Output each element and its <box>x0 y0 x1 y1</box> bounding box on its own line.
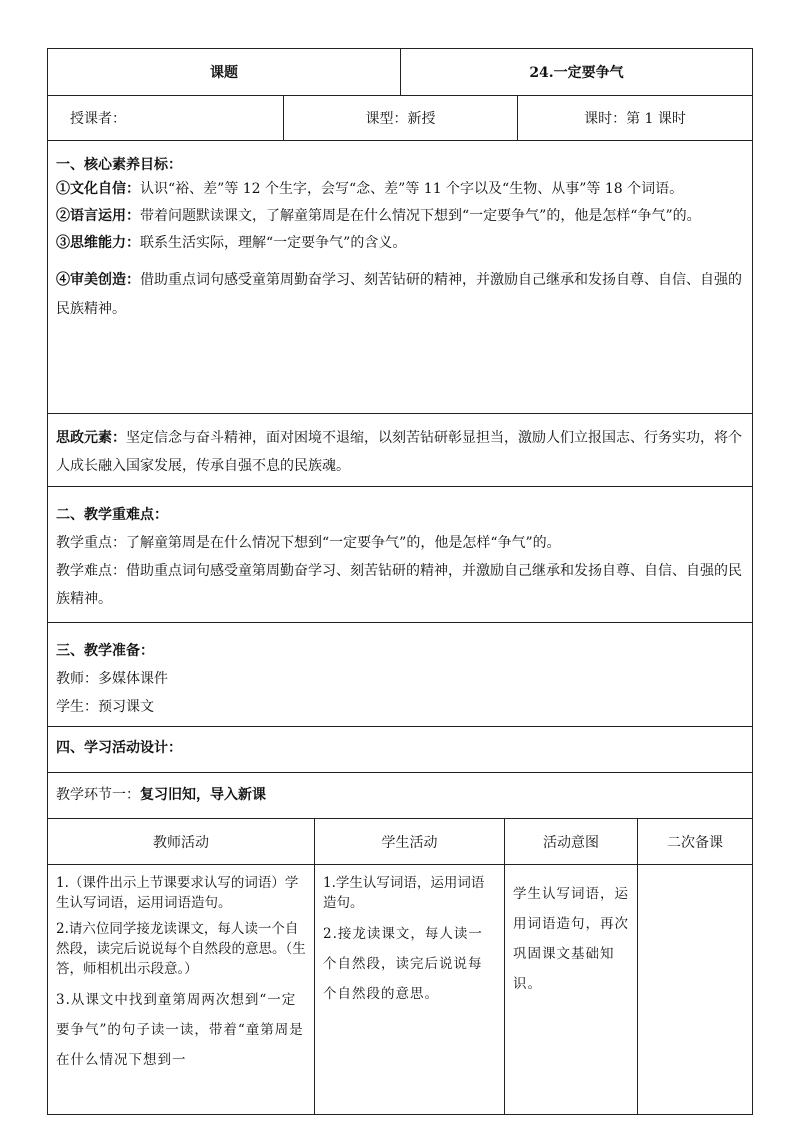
design-heading: 四、学习活动设计： <box>56 740 182 756</box>
segment-label: 教学环节一： <box>56 787 140 803</box>
activity-table-header <box>48 819 752 865</box>
activity-table-row <box>48 865 752 1114</box>
key-points-section <box>48 487 752 623</box>
col-header-intent: 活动意图 <box>505 819 638 864</box>
lesson-plan-document <box>47 48 753 1115</box>
prep-teacher: 教师：多媒体课件 <box>56 671 168 687</box>
prep-student: 学生：预习课文 <box>56 699 154 715</box>
topic-value: 24.一定要争气 <box>529 65 624 81</box>
period-cell: 课时：第 1 课时 <box>584 111 686 127</box>
segment-row <box>48 773 752 819</box>
student-activity-cell <box>315 865 505 1114</box>
teacher-step: 3.从课文中找到童第周两次想到“一定要争气”的句子读一读，带着“童第周是在什么情况下想到一 <box>56 992 304 1068</box>
col-header-teacher: 教师活动 <box>48 819 315 864</box>
student-step: 2.接龙读课文，每人读一个自然段，读完后说说每个自然段的意思。 <box>323 926 483 1002</box>
meta-row <box>48 96 752 141</box>
ideology-section <box>48 414 752 487</box>
col-header-student: 学生活动 <box>315 819 505 864</box>
teacher-activity-cell <box>48 865 315 1114</box>
teacher-step: 1.（课件出示上节课要求认写的词语）学生认写词语，运用词语造句。 <box>56 875 299 911</box>
design-section <box>48 727 752 773</box>
goal-item: ②语言运用：带着问题默读课文，了解童第周是在什么情况下想到“一定要争气”的，他是怎样“争气”的。 <box>56 208 701 224</box>
key-points-heading: 二、教学重难点： <box>56 507 168 523</box>
goals-heading: 一、核心素养目标： <box>56 157 182 173</box>
key-difficulty: 教学难点：借助重点词句感受童第周勤奋学习、刻苦钻研的精神，并激励自己继承和发扬自尊、自信、自强的民族精神。 <box>56 563 742 607</box>
lesson-type-cell: 课型：新授 <box>284 96 518 140</box>
topic-label: 课题 <box>48 49 401 95</box>
goals-section <box>48 141 752 414</box>
prep-heading: 三、教学准备： <box>56 643 154 659</box>
key-focus: 教学重点：了解童第周是在什么情况下想到“一定要争气”的，他是怎样“争气”的。 <box>56 535 561 551</box>
ideology-text: 思政元素：坚定信念与奋斗精神，面对困境不退缩，以刻苦钻研彰显担当，激励人们立报国志、行务实功，将个人成长融入国家发展，传承自强不息的民族魂。 <box>56 430 742 474</box>
teacher-step: 2.请六位同学接龙读课文，每人读一个自然段，读完后说说每个自然段的意思。（生答，师相机出示段意。） <box>56 921 306 977</box>
goal-item: ①文化自信：认识“裕、差”等 12 个生字，会写“念、差”等 11 个字以及“生物、从事”等 18 个词语。 <box>56 181 684 197</box>
goal-item: ④审美创造：借助重点词句感受童第周勤奋学习、刻苦钻研的精神，并激励自己继承和发扬自尊、自信、自强的民族精神。 <box>56 272 742 317</box>
teacher-cell: 授课者： <box>48 96 284 140</box>
second-prep-cell <box>638 865 752 1114</box>
student-step: 1.学生认写词语，运用词语造句。 <box>323 875 485 911</box>
goal-item: ③思维能力：联系生活实际，理解“一定要争气”的含义。 <box>56 235 407 251</box>
intent-text: 学生认写词语，运用词语造句，再次巩固课文基础知识。 <box>513 886 629 992</box>
prep-section <box>48 623 752 727</box>
segment-title: 复习旧知，导入新课 <box>140 787 266 803</box>
intent-cell <box>505 865 638 1114</box>
col-header-second: 二次备课 <box>667 834 723 851</box>
topic-row <box>48 49 752 96</box>
